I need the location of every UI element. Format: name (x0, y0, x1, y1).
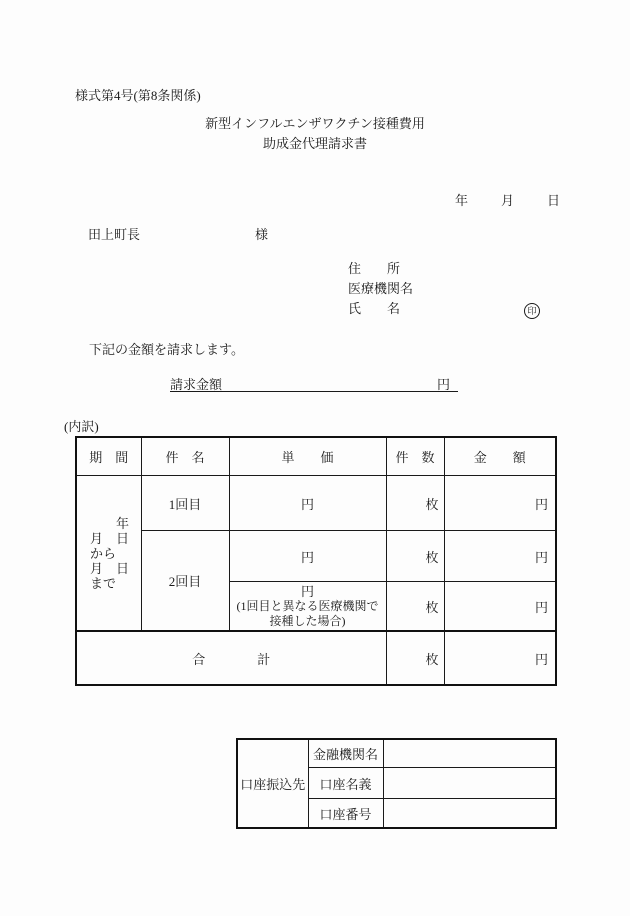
document-title-line2: 助成金代理請求書 (262, 136, 367, 151)
addressee-honorific: 様 (255, 227, 269, 242)
unit-price-cell-dose1: 円 (229, 476, 386, 531)
claim-amount-unit: 円 (436, 377, 450, 392)
table-row-total (76, 631, 556, 685)
count-cell-dose2: 枚 (386, 531, 444, 582)
total-amount-cell: 円 (444, 631, 556, 685)
document-title-line1: 新型インフルエンザワクチン接種費用 (205, 116, 425, 131)
item-cell-dose1: 1回目 (141, 476, 229, 531)
amount-cell-dose1: 円 (444, 476, 556, 531)
bank-institution-label: 金融機関名 (308, 739, 383, 768)
breakdown-header-row (76, 437, 556, 476)
claim-amount-label: 請求金額 (170, 377, 223, 392)
amount-cell-dose2: 円 (444, 531, 556, 582)
date-day-label: 日 (547, 193, 561, 208)
table-row-dose1 (76, 476, 556, 531)
contact-block (348, 259, 413, 319)
request-sentence: 下記の金額を請求します。 (89, 342, 244, 357)
document-title (0, 114, 630, 154)
unit-price-cell-other-institution (229, 582, 386, 632)
bank-transfer-table (236, 738, 557, 829)
bank-account-name-value-cell (383, 768, 556, 799)
total-label-cell: 合 計 (76, 631, 386, 685)
header-item: 件 名 (141, 437, 229, 476)
total-count-cell: 枚 (386, 631, 444, 685)
address-label: 住 所 (348, 261, 401, 276)
breakdown-table (75, 436, 557, 686)
header-unit-price: 単 価 (229, 437, 386, 476)
unit-price-cell-dose2: 円 (229, 531, 386, 582)
bank-account-number-value-cell (383, 799, 556, 829)
bank-institution-value-cell (383, 739, 556, 768)
date-year-label: 年 (455, 193, 469, 208)
institution-name-label: 医療機関名 (348, 281, 414, 296)
addressee: 田上町長 (88, 227, 141, 242)
name-label: 氏 名 (348, 301, 401, 316)
period-text: 年 月 日 から 月 日 まで (90, 515, 130, 591)
bank-group-label-cell: 口座振込先 (237, 739, 308, 828)
header-count: 件 数 (386, 437, 444, 476)
claim-amount-line (170, 374, 458, 392)
amount-cell-other-institution: 円 (444, 582, 556, 632)
seal-icon: 印 (524, 303, 540, 319)
unit-price-note: 円 (1回目と異なる医療機関で 接種した場合) (236, 583, 379, 628)
form-number: 様式第4号(第8条関係) (75, 88, 201, 103)
bank-account-number-label: 口座番号 (308, 799, 383, 829)
bank-row-institution (237, 739, 556, 768)
item-cell-dose2: 2回目 (141, 531, 229, 632)
header-amount: 金 額 (444, 437, 556, 476)
table-row-dose2a (76, 531, 556, 582)
count-cell-other-institution: 枚 (386, 582, 444, 632)
bank-account-name-label: 口座名義 (308, 768, 383, 799)
period-cell (76, 476, 141, 632)
date-line (455, 190, 560, 209)
breakdown-label: (内訳) (64, 419, 99, 434)
date-month-label: 月 (501, 193, 515, 208)
header-period: 期 間 (76, 437, 141, 476)
count-cell-dose1: 枚 (386, 476, 444, 531)
